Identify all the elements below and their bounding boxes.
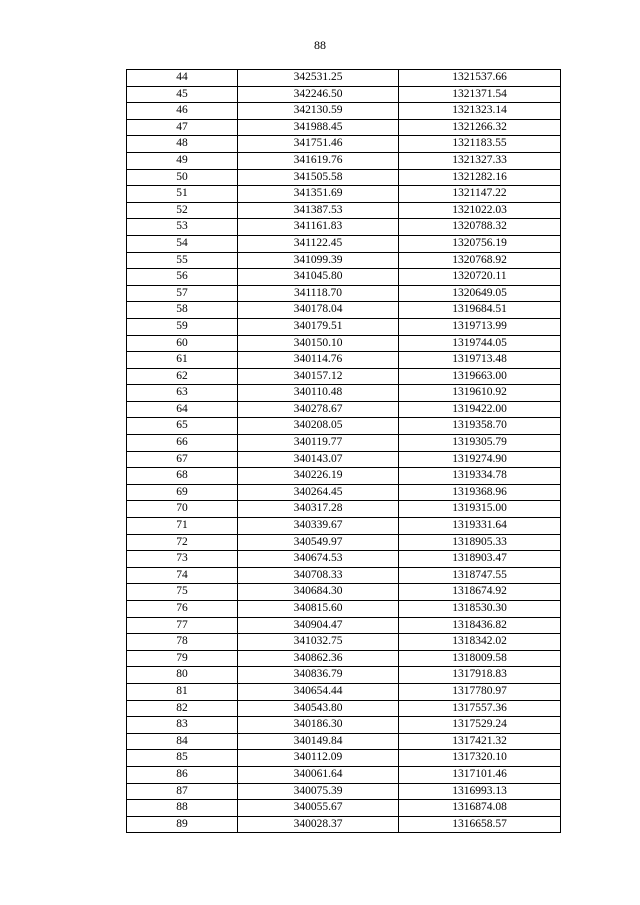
page-number: 88 bbox=[314, 38, 326, 52]
x-coordinate-cell: 342531.25 bbox=[238, 70, 399, 87]
y-coordinate-cell: 1318342.02 bbox=[399, 634, 561, 651]
point-number-cell: 53 bbox=[127, 219, 238, 236]
x-coordinate-cell: 340119.77 bbox=[238, 435, 399, 452]
table-row bbox=[127, 567, 561, 584]
x-coordinate-cell: 340317.28 bbox=[238, 501, 399, 518]
x-coordinate-cell: 342130.59 bbox=[238, 103, 399, 120]
y-coordinate-cell: 1319331.64 bbox=[399, 518, 561, 535]
point-number-cell: 50 bbox=[127, 169, 238, 186]
table-row bbox=[127, 484, 561, 501]
table-row bbox=[127, 285, 561, 302]
table-row bbox=[127, 551, 561, 568]
x-coordinate-cell: 341045.80 bbox=[238, 269, 399, 286]
point-number-cell: 85 bbox=[127, 750, 238, 767]
point-number-cell: 71 bbox=[127, 518, 238, 535]
table-row bbox=[127, 119, 561, 136]
table-row bbox=[127, 518, 561, 535]
x-coordinate-cell: 340339.67 bbox=[238, 518, 399, 535]
y-coordinate-cell: 1317780.97 bbox=[399, 683, 561, 700]
table-row bbox=[127, 634, 561, 651]
table-row bbox=[127, 70, 561, 87]
point-number-cell: 83 bbox=[127, 717, 238, 734]
x-coordinate-cell: 341161.83 bbox=[238, 219, 399, 236]
y-coordinate-cell: 1319713.48 bbox=[399, 352, 561, 369]
table-row bbox=[127, 683, 561, 700]
x-coordinate-cell: 340112.09 bbox=[238, 750, 399, 767]
table-row bbox=[127, 766, 561, 783]
x-coordinate-cell: 340226.19 bbox=[238, 468, 399, 485]
point-number-cell: 88 bbox=[127, 800, 238, 817]
x-coordinate-cell: 340028.37 bbox=[238, 816, 399, 833]
table-row bbox=[127, 186, 561, 203]
point-number-cell: 47 bbox=[127, 119, 238, 136]
x-coordinate-cell: 340836.79 bbox=[238, 667, 399, 684]
table-row bbox=[127, 302, 561, 319]
y-coordinate-cell: 1316658.57 bbox=[399, 816, 561, 833]
table-row bbox=[127, 468, 561, 485]
table-row bbox=[127, 733, 561, 750]
x-coordinate-cell: 340186.30 bbox=[238, 717, 399, 734]
table-row bbox=[127, 750, 561, 767]
table-row bbox=[127, 318, 561, 335]
y-coordinate-cell: 1319684.51 bbox=[399, 302, 561, 319]
point-number-cell: 78 bbox=[127, 634, 238, 651]
table-row bbox=[127, 269, 561, 286]
point-number-cell: 65 bbox=[127, 418, 238, 435]
point-number-cell: 52 bbox=[127, 202, 238, 219]
y-coordinate-cell: 1319305.79 bbox=[399, 435, 561, 452]
y-coordinate-cell: 1319744.05 bbox=[399, 335, 561, 352]
table-row bbox=[127, 401, 561, 418]
x-coordinate-cell: 340110.48 bbox=[238, 385, 399, 402]
point-number-cell: 56 bbox=[127, 269, 238, 286]
y-coordinate-cell: 1321371.54 bbox=[399, 86, 561, 103]
y-coordinate-cell: 1318436.82 bbox=[399, 617, 561, 634]
x-coordinate-cell: 342246.50 bbox=[238, 86, 399, 103]
table-row bbox=[127, 501, 561, 518]
table-row bbox=[127, 202, 561, 219]
y-coordinate-cell: 1317918.83 bbox=[399, 667, 561, 684]
coordinates-table bbox=[126, 69, 561, 833]
table-row bbox=[127, 86, 561, 103]
point-number-cell: 76 bbox=[127, 601, 238, 618]
point-number-cell: 57 bbox=[127, 285, 238, 302]
table-row bbox=[127, 617, 561, 634]
y-coordinate-cell: 1320720.11 bbox=[399, 269, 561, 286]
x-coordinate-cell: 341032.75 bbox=[238, 634, 399, 651]
x-coordinate-cell: 340114.76 bbox=[238, 352, 399, 369]
y-coordinate-cell: 1321327.33 bbox=[399, 152, 561, 169]
y-coordinate-cell: 1321266.32 bbox=[399, 119, 561, 136]
y-coordinate-cell: 1319422.00 bbox=[399, 401, 561, 418]
y-coordinate-cell: 1319274.90 bbox=[399, 451, 561, 468]
y-coordinate-cell: 1319334.78 bbox=[399, 468, 561, 485]
x-coordinate-cell: 341351.69 bbox=[238, 186, 399, 203]
y-coordinate-cell: 1320756.19 bbox=[399, 235, 561, 252]
table-row bbox=[127, 252, 561, 269]
point-number-cell: 74 bbox=[127, 567, 238, 584]
x-coordinate-cell: 340075.39 bbox=[238, 783, 399, 800]
x-coordinate-cell: 340157.12 bbox=[238, 368, 399, 385]
point-number-cell: 51 bbox=[127, 186, 238, 203]
x-coordinate-cell: 340549.97 bbox=[238, 534, 399, 551]
y-coordinate-cell: 1319713.99 bbox=[399, 318, 561, 335]
x-coordinate-cell: 340150.10 bbox=[238, 335, 399, 352]
table-row bbox=[127, 385, 561, 402]
y-coordinate-cell: 1320649.05 bbox=[399, 285, 561, 302]
table-row bbox=[127, 700, 561, 717]
point-number-cell: 64 bbox=[127, 401, 238, 418]
coordinates-table-body bbox=[127, 70, 561, 833]
point-number-cell: 59 bbox=[127, 318, 238, 335]
x-coordinate-cell: 340208.05 bbox=[238, 418, 399, 435]
y-coordinate-cell: 1318747.55 bbox=[399, 567, 561, 584]
table-row bbox=[127, 800, 561, 817]
y-coordinate-cell: 1316993.13 bbox=[399, 783, 561, 800]
table-row bbox=[127, 451, 561, 468]
y-coordinate-cell: 1317557.36 bbox=[399, 700, 561, 717]
x-coordinate-cell: 340055.67 bbox=[238, 800, 399, 817]
point-number-cell: 67 bbox=[127, 451, 238, 468]
table-row bbox=[127, 136, 561, 153]
point-number-cell: 82 bbox=[127, 700, 238, 717]
table-row bbox=[127, 534, 561, 551]
table-row bbox=[127, 235, 561, 252]
y-coordinate-cell: 1317320.10 bbox=[399, 750, 561, 767]
point-number-cell: 79 bbox=[127, 650, 238, 667]
x-coordinate-cell: 340278.67 bbox=[238, 401, 399, 418]
x-coordinate-cell: 340264.45 bbox=[238, 484, 399, 501]
point-number-cell: 69 bbox=[127, 484, 238, 501]
y-coordinate-cell: 1320768.92 bbox=[399, 252, 561, 269]
x-coordinate-cell: 340708.33 bbox=[238, 567, 399, 584]
x-coordinate-cell: 340178.04 bbox=[238, 302, 399, 319]
y-coordinate-cell: 1317421.32 bbox=[399, 733, 561, 750]
y-coordinate-cell: 1321537.66 bbox=[399, 70, 561, 87]
point-number-cell: 72 bbox=[127, 534, 238, 551]
x-coordinate-cell: 341751.46 bbox=[238, 136, 399, 153]
point-number-cell: 49 bbox=[127, 152, 238, 169]
x-coordinate-cell: 340149.84 bbox=[238, 733, 399, 750]
point-number-cell: 75 bbox=[127, 584, 238, 601]
x-coordinate-cell: 341988.45 bbox=[238, 119, 399, 136]
point-number-cell: 54 bbox=[127, 235, 238, 252]
x-coordinate-cell: 340143.07 bbox=[238, 451, 399, 468]
x-coordinate-cell: 340061.64 bbox=[238, 766, 399, 783]
table-row bbox=[127, 650, 561, 667]
table-row bbox=[127, 601, 561, 618]
table-row bbox=[127, 219, 561, 236]
x-coordinate-cell: 340862.36 bbox=[238, 650, 399, 667]
point-number-cell: 70 bbox=[127, 501, 238, 518]
x-coordinate-cell: 340815.60 bbox=[238, 601, 399, 618]
table-row bbox=[127, 335, 561, 352]
y-coordinate-cell: 1321282.16 bbox=[399, 169, 561, 186]
point-number-cell: 81 bbox=[127, 683, 238, 700]
point-number-cell: 61 bbox=[127, 352, 238, 369]
point-number-cell: 89 bbox=[127, 816, 238, 833]
y-coordinate-cell: 1319315.00 bbox=[399, 501, 561, 518]
point-number-cell: 62 bbox=[127, 368, 238, 385]
table-row bbox=[127, 816, 561, 833]
y-coordinate-cell: 1321183.55 bbox=[399, 136, 561, 153]
x-coordinate-cell: 340684.30 bbox=[238, 584, 399, 601]
table-row bbox=[127, 368, 561, 385]
y-coordinate-cell: 1321022.03 bbox=[399, 202, 561, 219]
table-row bbox=[127, 152, 561, 169]
x-coordinate-cell: 340543.80 bbox=[238, 700, 399, 717]
x-coordinate-cell: 340904.47 bbox=[238, 617, 399, 634]
y-coordinate-cell: 1317529.24 bbox=[399, 717, 561, 734]
y-coordinate-cell: 1318903.47 bbox=[399, 551, 561, 568]
point-number-cell: 84 bbox=[127, 733, 238, 750]
table-row bbox=[127, 783, 561, 800]
y-coordinate-cell: 1316874.08 bbox=[399, 800, 561, 817]
y-coordinate-cell: 1320788.32 bbox=[399, 219, 561, 236]
y-coordinate-cell: 1321147.22 bbox=[399, 186, 561, 203]
table-row bbox=[127, 352, 561, 369]
point-number-cell: 87 bbox=[127, 783, 238, 800]
point-number-cell: 80 bbox=[127, 667, 238, 684]
x-coordinate-cell: 340179.51 bbox=[238, 318, 399, 335]
point-number-cell: 44 bbox=[127, 70, 238, 87]
point-number-cell: 63 bbox=[127, 385, 238, 402]
point-number-cell: 60 bbox=[127, 335, 238, 352]
y-coordinate-cell: 1318674.92 bbox=[399, 584, 561, 601]
x-coordinate-cell: 341619.76 bbox=[238, 152, 399, 169]
y-coordinate-cell: 1318009.58 bbox=[399, 650, 561, 667]
point-number-cell: 46 bbox=[127, 103, 238, 120]
y-coordinate-cell: 1319663.00 bbox=[399, 368, 561, 385]
table-row bbox=[127, 717, 561, 734]
point-number-cell: 48 bbox=[127, 136, 238, 153]
table-row bbox=[127, 667, 561, 684]
x-coordinate-cell: 340674.53 bbox=[238, 551, 399, 568]
point-number-cell: 73 bbox=[127, 551, 238, 568]
point-number-cell: 77 bbox=[127, 617, 238, 634]
y-coordinate-cell: 1319610.92 bbox=[399, 385, 561, 402]
point-number-cell: 58 bbox=[127, 302, 238, 319]
point-number-cell: 55 bbox=[127, 252, 238, 269]
y-coordinate-cell: 1321323.14 bbox=[399, 103, 561, 120]
y-coordinate-cell: 1318905.33 bbox=[399, 534, 561, 551]
point-number-cell: 66 bbox=[127, 435, 238, 452]
table-row bbox=[127, 103, 561, 120]
point-number-cell: 68 bbox=[127, 468, 238, 485]
x-coordinate-cell: 341387.53 bbox=[238, 202, 399, 219]
x-coordinate-cell: 341118.70 bbox=[238, 285, 399, 302]
y-coordinate-cell: 1319368.96 bbox=[399, 484, 561, 501]
point-number-cell: 45 bbox=[127, 86, 238, 103]
y-coordinate-cell: 1319358.70 bbox=[399, 418, 561, 435]
table-row bbox=[127, 584, 561, 601]
table-row bbox=[127, 435, 561, 452]
x-coordinate-cell: 341505.58 bbox=[238, 169, 399, 186]
y-coordinate-cell: 1317101.46 bbox=[399, 766, 561, 783]
table-row bbox=[127, 418, 561, 435]
point-number-cell: 86 bbox=[127, 766, 238, 783]
x-coordinate-cell: 341099.39 bbox=[238, 252, 399, 269]
table-row bbox=[127, 169, 561, 186]
x-coordinate-cell: 341122.45 bbox=[238, 235, 399, 252]
x-coordinate-cell: 340654.44 bbox=[238, 683, 399, 700]
y-coordinate-cell: 1318530.30 bbox=[399, 601, 561, 618]
